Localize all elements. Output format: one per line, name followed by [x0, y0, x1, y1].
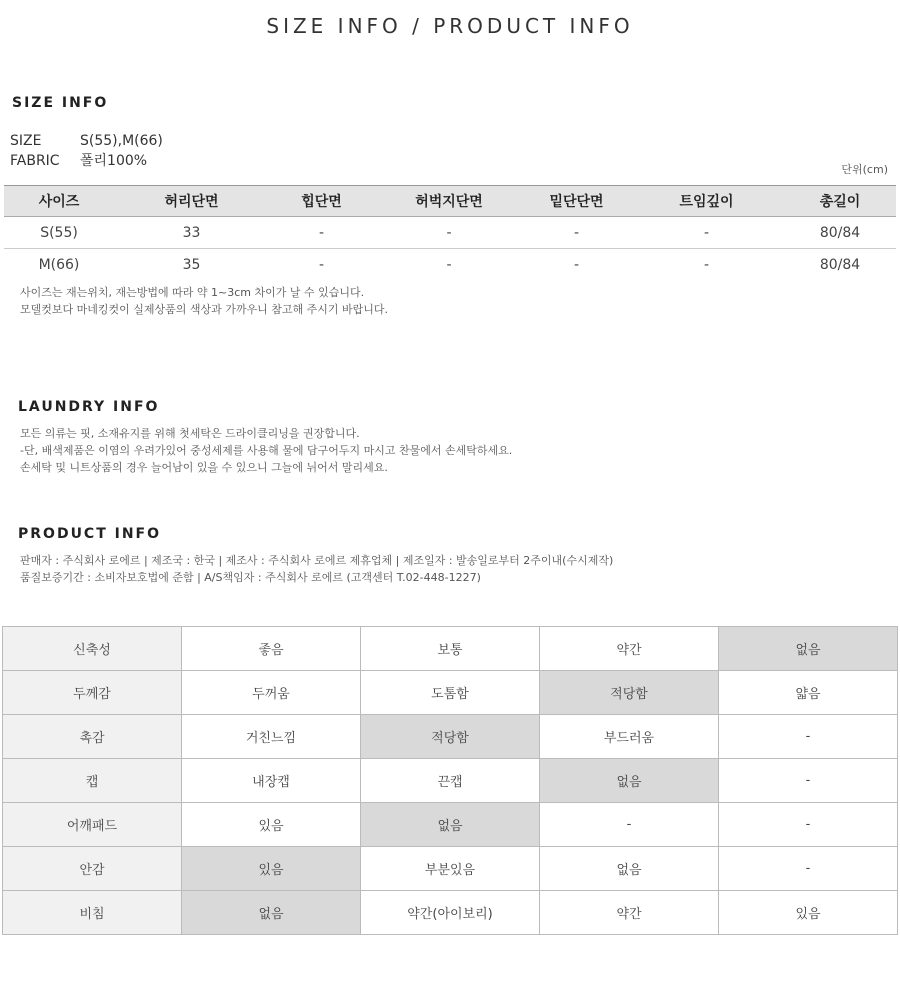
- attribute-option: 도톰함: [361, 671, 540, 715]
- laundry-notes: [20, 425, 512, 476]
- attribute-grid: [2, 626, 898, 935]
- fabric-value: 폴리100%: [80, 153, 148, 169]
- attribute-option-selected: 적당함: [540, 671, 719, 715]
- table-row: [4, 249, 896, 281]
- table-cell: -: [269, 217, 374, 249]
- unit-label: 단위(cm): [841, 163, 888, 176]
- size-note-line: 사이즈는 재는위치, 재는방법에 따라 약 1~3cm 차이가 날 수 있습니다.: [20, 286, 365, 299]
- laundry-line: 모든 의류는 핏, 소재유지를 위해 첫세탁은 드라이클리닝을 권장합니다.: [20, 427, 360, 440]
- table-cell: -: [573, 256, 580, 273]
- attribute-option-selected: 적당함: [361, 715, 540, 759]
- fabric-spec: [10, 150, 147, 170]
- attribute-option: -: [540, 803, 719, 847]
- table-cell: M(66): [38, 256, 80, 273]
- attribute-option: 약간: [540, 891, 719, 935]
- product-notes: [20, 552, 613, 586]
- attribute-option: 끈캡: [361, 759, 540, 803]
- size-notes: [20, 284, 388, 318]
- attribute-option-selected: 없음: [361, 803, 540, 847]
- table-cell: -: [629, 217, 784, 249]
- attribute-row: [3, 671, 898, 715]
- attribute-row: [3, 759, 898, 803]
- size-note-line: 모델컷보다 마네킹컷이 실제상품의 색상과 가까우니 참고해 주시기 바랍니다.: [20, 303, 389, 316]
- attribute-label: 안감: [3, 847, 182, 891]
- attribute-option: -: [719, 715, 898, 759]
- laundry-info-heading: LAUNDRY INFO: [18, 399, 160, 415]
- attribute-option: 부분있음: [361, 847, 540, 891]
- table-cell: -: [524, 217, 629, 249]
- attribute-row: [3, 627, 898, 671]
- product-info-heading: PRODUCT INFO: [18, 526, 162, 542]
- size-label: SIZE: [10, 133, 42, 149]
- laundry-line: -단, 배색제품은 이염의 우려가있어 중성세제를 사용해 물에 담구어두지 마시고 찬물에서 손세탁하세요.: [20, 444, 513, 457]
- attribute-option: 얇음: [719, 671, 898, 715]
- size-info-heading: SIZE INFO: [12, 95, 109, 111]
- table-cell: 80/84: [784, 217, 896, 249]
- table-cell: S(55): [4, 217, 114, 249]
- attribute-option: 약간: [540, 627, 719, 671]
- attribute-row: [3, 715, 898, 759]
- attribute-option: -: [719, 847, 898, 891]
- attribute-label: 두께감: [3, 671, 182, 715]
- column-header: 밑단단면: [524, 186, 629, 217]
- attribute-option: 부드러움: [540, 715, 719, 759]
- table-cell: 35: [182, 256, 201, 273]
- column-header: 허벅지단면: [374, 186, 524, 217]
- size-spec: [10, 133, 163, 149]
- attribute-row: [3, 803, 898, 847]
- column-header: 총길이: [784, 186, 896, 217]
- attribute-option-selected: 없음: [182, 891, 361, 935]
- table-cell: -: [374, 217, 524, 249]
- attribute-option: 두꺼움: [182, 671, 361, 715]
- size-table-header: [4, 186, 896, 217]
- laundry-line: 손세탁 및 니트상품의 경우 늘어남이 있을 수 있으니 그늘에 뉘어서 말리세요.: [20, 461, 388, 474]
- fabric-label: FABRIC: [10, 153, 60, 169]
- attribute-label: 신축성: [3, 627, 182, 671]
- table-cell: -: [703, 256, 710, 273]
- attribute-row: [3, 891, 898, 935]
- attribute-label: 비침: [3, 891, 182, 935]
- attribute-option: -: [719, 759, 898, 803]
- size-table: [4, 185, 896, 281]
- attribute-option: -: [719, 803, 898, 847]
- attribute-label: 캡: [3, 759, 182, 803]
- table-row: [4, 217, 896, 249]
- attribute-option-selected: 없음: [540, 759, 719, 803]
- attribute-option: 내장캡: [182, 759, 361, 803]
- attribute-option: 없음: [540, 847, 719, 891]
- table-cell: -: [446, 256, 452, 273]
- attribute-option: 있음: [719, 891, 898, 935]
- table-cell: 33: [114, 217, 269, 249]
- column-header: 사이즈: [4, 186, 114, 217]
- column-header: 허리단면: [114, 186, 269, 217]
- attribute-option-selected: 없음: [719, 627, 898, 671]
- size-value: S(55),M(66): [80, 133, 163, 149]
- attribute-label: 촉감: [3, 715, 182, 759]
- column-header: 힙단면: [269, 186, 374, 217]
- table-cell: 80/84: [819, 256, 861, 273]
- product-line: 품질보증기간 : 소비자보호법에 준함 | A/S책임자 : 주식회사 로에르 (고객센터 T.02-448-1227): [20, 571, 481, 584]
- attribute-option: 약간(아이보리): [361, 891, 540, 935]
- page-title: SIZE INFO / PRODUCT INFO: [266, 14, 634, 38]
- attribute-option: 좋음: [182, 627, 361, 671]
- attribute-row: [3, 847, 898, 891]
- attribute-label: 어깨패드: [3, 803, 182, 847]
- product-line: 판매자 : 주식회사 로에르 | 제조국 : 한국 | 제조사 : 주식회사 로에르 제휴업체 | 제조일자 : 발송일로부터 2주이내(수시제작): [20, 554, 614, 567]
- attribute-option: 보통: [361, 627, 540, 671]
- column-header: 트임깊이: [629, 186, 784, 217]
- attribute-option: 거친느낌: [182, 715, 361, 759]
- table-cell: -: [318, 256, 325, 273]
- attribute-option: 있음: [182, 803, 361, 847]
- attribute-option-selected: 있음: [182, 847, 361, 891]
